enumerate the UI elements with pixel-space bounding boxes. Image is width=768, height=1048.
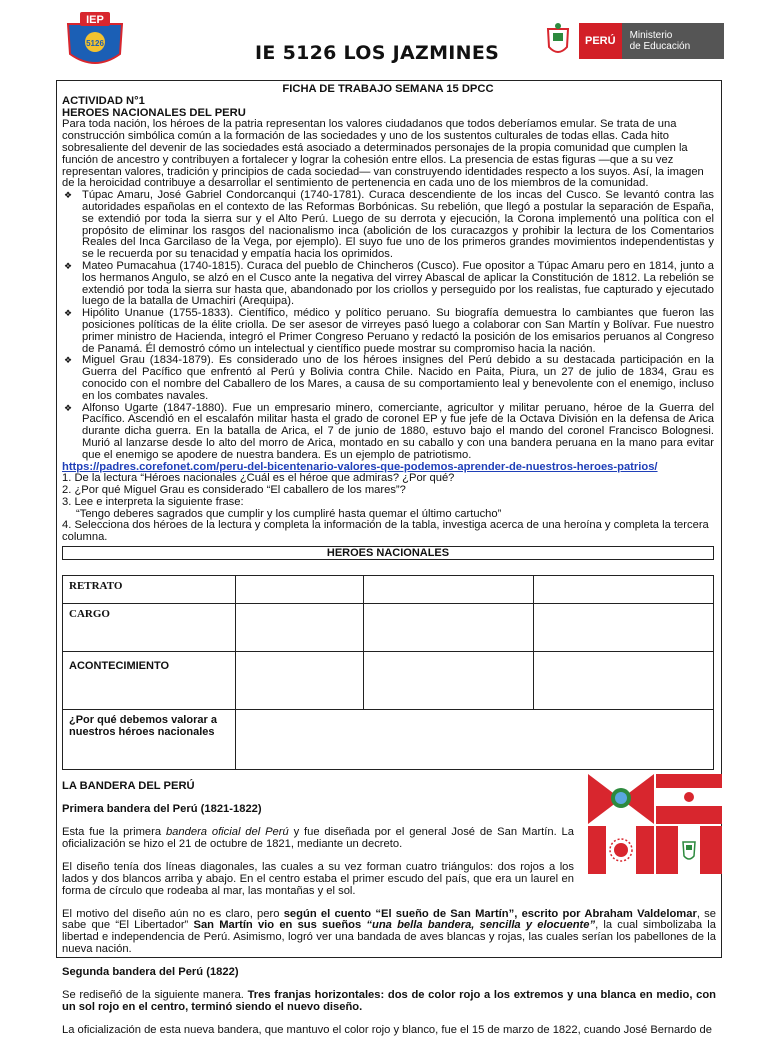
table-cell[interactable] bbox=[534, 652, 714, 710]
row-label-acontecimiento: ACONTECIMIENTO bbox=[63, 652, 236, 710]
intro-paragraph: Para toda nación, los héroes de la patria representan los valores ciudadanos que todos deberíamos emular. Se trata de una construcción simbólica común a la formación de las sociedades y uno de los sustentos culturales de todas ellas. Cada hito sobresaliente del devenir de las sociedades está asociado a determinados personajes de la propia comunidad que cumplen la función de ancestro y contribuyen a fortalecer y lograr la cohesión entre ellos. La presencia de estas figuras —que a su vez representan valores, tradición y principios de cada sociedad— van construyendo identidades respecto a los suyos. Así, la imagen de la heroicidad contribuye a desarrollar el sentimiento de pertenencia en cada uno de los miembros de la comunidad. bbox=[62, 118, 704, 190]
table-cell[interactable] bbox=[364, 652, 534, 710]
bandera-paragraph-2: El diseño tenía dos líneas diagonales, las cuales a su vez forman cuatro triángulos: dos rojos a los lados y dos blancos arriba y abajo. En el centro estaba el primer escudo del país, que era un laurel en forma de círculo que rodeaba al mar, las montañas y el sol. bbox=[62, 860, 574, 897]
quote: “Tengo deberes sagrados que cumplir y los cumpliré hasta quemar el último cartucho” bbox=[76, 507, 502, 520]
table-cell[interactable] bbox=[534, 604, 714, 652]
bandera-subtitle-1: Primera bandera del Perú (1821-1822) bbox=[62, 803, 262, 816]
second-flag-icon bbox=[656, 774, 722, 824]
table-cell[interactable] bbox=[534, 576, 714, 604]
question-4: 4. Selecciona dos héroes de la lectura y completa la información de la tabla, investiga acerca de una heroína y completa la tercera columna. bbox=[62, 519, 709, 544]
bandera-paragraph-5: La oficialización de esta nueva bandera, que mantuvo el color rojo y blanco, fue el 15 de marzo de 1822, cuando José Bernardo de bbox=[62, 1023, 712, 1036]
table-cell[interactable] bbox=[364, 576, 534, 604]
svg-text:IEP: IEP bbox=[86, 14, 104, 26]
bandera-paragraph-1: Esta fue la primera bandera oficial del Perú y fue diseñada por el general José de San Martín. La oficialización se hizo el 21 de octubre de 1821, mediante un decreto. bbox=[62, 826, 574, 850]
question-3: 3. Lee e interpreta la siguiente frase: bbox=[62, 495, 244, 508]
source-link[interactable]: https://padres.corefonet.com/peru-del-bicentenario-valores-que-podemos-aprender-de-nuestros-heroes-patrios/ bbox=[62, 460, 658, 473]
table-cell[interactable] bbox=[236, 576, 364, 604]
school-title: IE 5126 LOS JAZMINES bbox=[255, 42, 500, 64]
row-label-cargo: CARGO bbox=[63, 604, 236, 652]
section-title: HEROES NACIONALES DEL PERU bbox=[62, 106, 246, 119]
school-logo bbox=[60, 10, 130, 72]
list-item: ❖ Miguel Grau (1834-1879). Es considerado uno de los héroes insignes del Perú debido a su destacada participación en la Guerra del Pacífico que enfrentó al Perú y Bolivia contra Chile. Nacido en Paita, Piura, un 27 de julio de 1834, Grau es conocido con el nombre del Caballero de los Mares, a causa de su comportamiento leal y benevolente con el enemigo, incluso en los combates navales. bbox=[82, 355, 714, 402]
list-item: ❖ Hipólito Unanue (1755-1833). Científico, médico y político peruano. Su biografía demuestra lo cambiantes que fueron las posiciones políticas de la élite criolla. De ser asesor de virreyes pasó luego a colaborar con San Martín y Bolívar. Fue nuestro primer ministro de Hacienda, integró el Primer Congreso Peruano y redactó la posición de los emisarios peruanos al Congreso de Panamá. Él demostró cómo un intelectual y científico puede mostrar su compromiso hacia la nación. bbox=[82, 308, 714, 355]
ministry-label: Ministerio de Educación bbox=[622, 23, 724, 59]
bandera-subtitle-2: Segunda bandera del Perú (1822) bbox=[62, 965, 239, 978]
heroes-table bbox=[62, 575, 714, 770]
table-cell[interactable] bbox=[364, 604, 534, 652]
list-item: ❖ Túpac Amaru, José Gabriel Condorcanqui (1740-1781). Curaca descendiente de los incas del Cusco. Se levantó contra las autoridades españolas en el contexto de las Reformas Borbónicas. Su rebelión, que llegó a postular la separación de España, se extendió por toda la sierra sur y el Alto Perú. Luego de su derrota y ejecución, la Corona implementó una política con el propósito de eliminar los rasgos del nacionalismo inca (abolición de los curacazgos y prohibir la lectura de los Comentarios Reales del Inca Garcilaso de la Vega, por ejemplo). El suyo fue uno de los primeros grandes movimientos independentistas y se le recuerda por su tenacidad y empatía hacia los oprimidos. bbox=[82, 190, 714, 261]
peru-label: PERÚ bbox=[579, 23, 622, 59]
row-label-retrato: RETRATO bbox=[63, 576, 236, 604]
bandera-paragraph-4: Se rediseñó de la siguiente manera. Tres franjas horizontales: dos de color rojo a los extremos y una blanca en medio, con un sol rojo en el centro, terminó siendo el nuevo diseño. bbox=[62, 988, 716, 1013]
worksheet-title: FICHA DE TRABAJO SEMANA 15 DPCC bbox=[282, 83, 494, 95]
activity-label: ACTIVIDAD N°1 bbox=[62, 94, 145, 107]
peru-coat-of-arms-icon bbox=[545, 23, 571, 59]
row-label-valorar: ¿Por qué debemos valorar a nuestros héroes nacionales bbox=[63, 710, 236, 770]
peru-flags-image bbox=[588, 774, 722, 874]
table-header: HEROES NACIONALES bbox=[62, 546, 714, 560]
current-flag-icon bbox=[656, 826, 722, 874]
bandera-title: LA BANDERA DEL PERÚ bbox=[62, 780, 195, 793]
list-item: ❖ Alfonso Ugarte (1847-1880). Fue un empresario minero, comerciante, agricultor y militar peruano, héroe de la Guerra del Pacífico. Ascendió en el escalafón militar hasta el grado de coronel EP y fue jefe de la Octava División en la defensa de Arica durante dicha guerra. En la batalla de Arica, el 7 de junio de 1880, estuvo bajo el mando del coronel Francisco Bolognesi. Murió al lanzarse desde lo alto del morro de Arica, montado en su caballo y con una bandera peruana en la mano para evitar que el enemigo se apodere de nuestra bandera. Es un ejemplo de patriotismo. bbox=[82, 403, 714, 462]
heroes-list bbox=[62, 190, 714, 461]
question-2: 2. ¿Por qué Miguel Grau es considerado “El caballero de los mares”? bbox=[62, 484, 406, 497]
table-cell[interactable] bbox=[236, 652, 364, 710]
table-cell[interactable] bbox=[236, 604, 364, 652]
table-cell[interactable] bbox=[236, 710, 714, 770]
list-item: ❖ Mateo Pumacahua (1740-1815). Curaca del pueblo de Chincheros (Cusco). Fue opositor a Túpac Amaru pero en 1814, junto a los hermanos Angulo, se alzó en el Cusco ante la negativa del virrey Abascal de aplicar la Constitución de 1812. La rebelión se extendió por toda la sierra sur hasta que, abandonado por los criollos y perseguido por los realistas, fue capturado y ejecutado luego de la batalla de Umachiri (Arequipa). bbox=[82, 261, 714, 308]
svg-text:5126: 5126 bbox=[86, 39, 104, 48]
first-flag-icon bbox=[588, 774, 654, 824]
worksheet-content bbox=[62, 84, 714, 560]
question-1: 1. De la lectura “Héroes nacionales ¿Cuál es el héroe que admiras? ¿Por qué? bbox=[62, 472, 455, 485]
bandera-paragraph-3: El motivo del diseño aún no es claro, pero según el cuento “El sueño de San Martín”, escrito por Abraham Valdelomar, se sabe que “El Libertador” San Martín vio en sus sueños “una bella bandera, sencilla y elocuente”, la cual simbolizaba la libertad e independencia de Perú. Asimismo, logró ver una bandada de aves blancas y rojas, las cuales serían los pabellones de la nueva nación. bbox=[62, 907, 716, 955]
ministry-logo bbox=[545, 20, 730, 62]
third-flag-icon bbox=[588, 826, 654, 874]
